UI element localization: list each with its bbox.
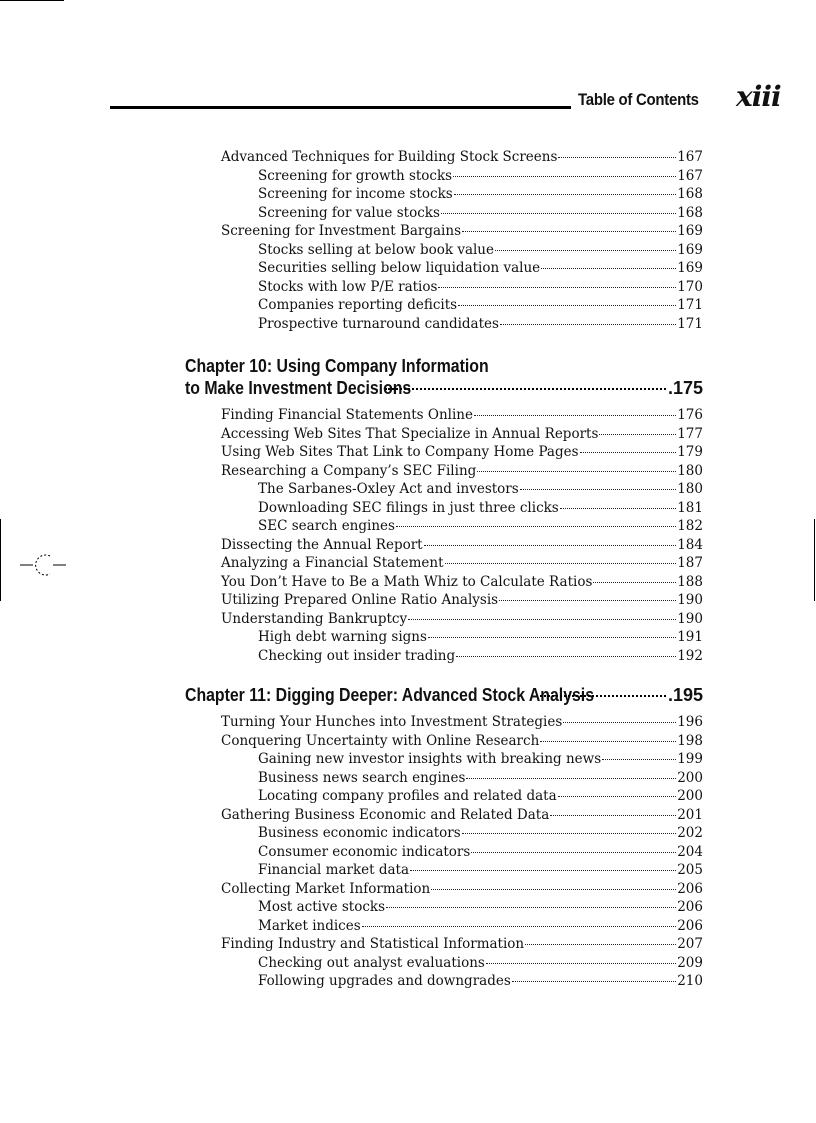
toc-entry-title: Advanced Techniques for Building Stock Screens — [221, 149, 558, 165]
toc-entry[interactable] — [185, 647, 703, 666]
toc-entry[interactable] — [185, 917, 703, 936]
toc-leader-dots — [558, 157, 676, 158]
toc-entry-page: 205 — [677, 862, 703, 878]
toc-entry-title: Turning Your Hunches into Investment Strategies — [221, 714, 563, 730]
toc-entry-title: Screening for growth stocks — [258, 167, 453, 184]
toc-entry-title: Checking out insider trading — [258, 647, 456, 664]
registration-mark-icon — [20, 550, 66, 580]
toc-entry[interactable] — [185, 554, 703, 573]
toc-entry-title: High debt warning signs — [258, 629, 427, 645]
toc-leader-dots — [386, 907, 676, 908]
toc-entry-title: Dissecting the Annual Report — [221, 536, 423, 553]
toc-entry-page: 191 — [677, 629, 703, 645]
toc-entry-title: Finding Financial Statements Online — [221, 407, 473, 423]
toc-leader-dots — [456, 656, 676, 657]
toc-leader-dots — [541, 268, 676, 269]
chapter-10-entry-list — [185, 406, 703, 665]
toc-entry[interactable] — [185, 517, 703, 536]
toc-leader-dots — [486, 963, 676, 964]
toc-entry[interactable] — [185, 898, 703, 917]
toc-entry-title: Gaining new investor insights with breaking news — [258, 751, 602, 767]
toc-entry-title: Understanding Bankruptcy — [221, 610, 408, 627]
toc-leader-dots — [462, 833, 677, 834]
chapter-11-entry-list — [185, 713, 703, 991]
chapter-10-heading[interactable] — [185, 355, 703, 399]
toc-entry-title: Market indices — [258, 917, 361, 934]
toc-leader-dots — [445, 563, 677, 564]
toc-leader-dots — [580, 452, 677, 453]
toc-entry-title: Checking out analyst evaluations — [258, 954, 485, 971]
crop-mark-left — [0, 519, 1, 601]
toc-entry-page: 192 — [677, 647, 703, 664]
toc-leader-dots — [500, 324, 676, 325]
chapter-10-leader-dots — [385, 388, 666, 390]
toc-entry[interactable] — [185, 425, 703, 444]
toc-entry[interactable] — [185, 443, 703, 462]
toc-entry-page: 170 — [677, 278, 703, 295]
toc-leader-dots — [441, 213, 676, 214]
toc-entry-title: Gathering Business Economic and Related Data — [221, 806, 550, 823]
toc-entry-page: 184 — [677, 536, 703, 553]
toc-leader-dots — [462, 231, 676, 232]
toc-leader-dots — [560, 508, 676, 509]
toc-entry-title: Business news search engines — [258, 769, 466, 786]
toc-entry[interactable] — [185, 406, 703, 425]
chapter-9-entry-list — [185, 148, 703, 333]
toc-entry[interactable] — [185, 861, 703, 880]
chapter-10-title-line1: Chapter 10: Using Company Information — [185, 356, 489, 376]
toc-entry-title: Downloading SEC filings in just three clicks — [258, 499, 559, 516]
chapter-11-title: Chapter 11: Digging Deeper: Advanced Stock Analysis — [185, 685, 595, 705]
toc-entry-title: Screening for value stocks — [258, 204, 440, 221]
toc-leader-dots — [474, 415, 676, 416]
toc-entry-page: 187 — [677, 555, 703, 571]
toc-entry-title: Screening for income stocks — [258, 186, 453, 202]
toc-leader-dots — [550, 815, 676, 816]
toc-leader-dots — [499, 600, 676, 601]
crop-mark-right — [814, 519, 815, 601]
toc-leader-dots — [599, 434, 676, 435]
toc-entry-page: 179 — [677, 444, 703, 460]
toc-leader-dots — [495, 250, 676, 251]
toc-leader-dots — [428, 637, 676, 638]
toc-entry-title: You Don’t Have to Be a Math Whiz to Calculate Ratios — [221, 573, 593, 590]
chapter-11-heading[interactable] — [185, 684, 703, 706]
toc-entry-page: 190 — [677, 610, 703, 627]
toc-entry[interactable] — [185, 750, 703, 769]
toc-entry-page: 169 — [677, 241, 703, 258]
toc-entry-page: 202 — [677, 825, 703, 841]
toc-entry[interactable] — [185, 591, 703, 610]
toc-entry[interactable] — [185, 880, 703, 899]
toc-entry[interactable] — [185, 713, 703, 732]
toc-entry-page: 204 — [677, 843, 703, 860]
toc-entry-page: 167 — [677, 167, 703, 184]
toc-entry-page: 181 — [677, 499, 703, 516]
toc-entry-page: 200 — [677, 769, 703, 786]
toc-entry-title: Prospective turnaround candidates — [258, 315, 499, 332]
toc-entry[interactable] — [185, 824, 703, 843]
toc-entry-title: Using Web Sites That Link to Company Home Pages — [221, 444, 579, 460]
toc-entry-title: Business economic indicators — [258, 825, 461, 841]
toc-leader-dots — [512, 981, 676, 982]
toc-entry[interactable] — [185, 241, 703, 260]
toc-entry-title: Researching a Company’s SEC Filing — [221, 462, 477, 479]
toc-entry[interactable] — [185, 278, 703, 297]
toc-leader-dots — [362, 926, 677, 927]
toc-leader-dots — [520, 489, 677, 490]
toc-entry[interactable] — [185, 462, 703, 481]
toc-entry-page: 176 — [677, 407, 703, 423]
toc-entry[interactable] — [185, 259, 703, 278]
toc-leader-dots — [593, 582, 676, 583]
toc-entry-title: Companies reporting deficits — [258, 297, 458, 313]
toc-leader-dots — [563, 722, 676, 723]
toc-entry[interactable] — [185, 806, 703, 825]
toc-leader-dots — [396, 526, 676, 527]
toc-leader-dots — [453, 176, 676, 177]
toc-entry[interactable] — [185, 787, 703, 806]
running-header-title: Table of Contents — [578, 90, 699, 109]
toc-entry-page: 201 — [677, 806, 703, 823]
toc-entry-title: Stocks with low P/E ratios — [258, 278, 438, 295]
toc-entry-page: 168 — [677, 204, 703, 221]
chapter-11-page: .195 — [667, 685, 703, 705]
toc-entry[interactable] — [185, 769, 703, 788]
toc-entry-title: Consumer economic indicators — [258, 843, 471, 860]
header-rule — [110, 106, 571, 109]
toc-entry-title: Accessing Web Sites That Specialize in Annual Reports — [221, 425, 599, 442]
toc-entry-title: Finding Industry and Statistical Information — [221, 936, 525, 952]
toc-leader-dots — [558, 796, 677, 797]
toc-entry[interactable] — [185, 935, 703, 954]
toc-entry[interactable] — [185, 843, 703, 862]
toc-leader-dots — [438, 287, 676, 288]
toc-leader-dots — [431, 889, 676, 890]
toc-entry-page: 167 — [677, 149, 703, 165]
toc-entry-page: 182 — [677, 518, 703, 534]
toc-leader-dots — [454, 194, 677, 195]
toc-entry-page: 206 — [677, 899, 703, 915]
toc-entry-title: Utilizing Prepared Online Ratio Analysis — [221, 592, 499, 608]
toc-entry[interactable] — [185, 204, 703, 223]
toc-entry[interactable] — [185, 480, 703, 499]
toc-entry-page: 171 — [677, 315, 703, 332]
crop-mark-top — [0, 0, 64, 1]
toc-entry[interactable] — [185, 954, 703, 973]
toc-entry[interactable] — [185, 185, 703, 204]
toc-entry-page: 199 — [677, 751, 703, 767]
toc-entry-title: Screening for Investment Bargains — [221, 223, 462, 239]
toc-leader-dots — [458, 305, 676, 306]
toc-entry-page: 207 — [677, 936, 703, 952]
toc-entry[interactable] — [185, 222, 703, 241]
toc-entry-title: Conquering Uncertainty with Online Research — [221, 732, 540, 749]
toc-entry-title: Analyzing a Financial Statement — [221, 555, 444, 571]
chapter-11-leader-dots — [540, 695, 666, 697]
toc-entry-page: 206 — [677, 880, 703, 897]
toc-entry-title: The Sarbanes-Oxley Act and investors — [258, 481, 519, 497]
toc-entry-page: 206 — [677, 917, 703, 934]
toc-entry-title: Collecting Market Information — [221, 880, 431, 897]
toc-entry[interactable] — [185, 296, 703, 315]
toc-entry-page: 180 — [677, 462, 703, 479]
toc-entry-page: 177 — [677, 425, 703, 442]
toc-entry-page: 169 — [677, 223, 703, 239]
chapter-10-title-line2: to Make Investment Decisions — [185, 378, 412, 398]
toc-entry-title: SEC search engines — [258, 518, 395, 534]
toc-entry[interactable] — [185, 315, 703, 334]
toc-entry-title: Most active stocks — [258, 899, 386, 915]
toc-leader-dots — [408, 619, 676, 620]
page-number: xiii — [736, 80, 781, 113]
toc-entry-page: 200 — [677, 788, 703, 804]
toc-leader-dots — [540, 741, 676, 742]
toc-entry[interactable] — [185, 610, 703, 629]
toc-entry-page: 196 — [677, 714, 703, 730]
toc-leader-dots — [602, 759, 676, 760]
toc-entry[interactable] — [185, 148, 703, 167]
toc-entry-page: 168 — [677, 186, 703, 202]
toc-entry[interactable] — [185, 972, 703, 991]
toc-entry[interactable] — [185, 167, 703, 186]
toc-entry-title: Following upgrades and downgrades — [258, 973, 511, 989]
toc-leader-dots — [410, 870, 676, 871]
toc-leader-dots — [477, 471, 676, 472]
toc-leader-dots — [424, 545, 677, 546]
toc-leader-dots — [471, 852, 676, 853]
toc-entry[interactable] — [185, 536, 703, 555]
toc-entry-page: 198 — [677, 732, 703, 749]
toc-entry-page: 169 — [677, 260, 703, 276]
toc-entry-title: Locating company profiles and related data — [258, 788, 557, 804]
toc-entry-title: Securities selling below liquidation value — [258, 260, 541, 276]
toc-entry-title: Stocks selling at below book value — [258, 241, 494, 258]
toc-entry[interactable] — [185, 499, 703, 518]
table-of-contents — [185, 148, 703, 991]
toc-entry-page: 180 — [677, 481, 703, 497]
toc-leader-dots — [466, 778, 676, 779]
toc-entry[interactable] — [185, 573, 703, 592]
toc-entry[interactable] — [185, 628, 703, 647]
toc-entry-page: 190 — [677, 592, 703, 608]
toc-entry-title: Financial market data — [258, 862, 410, 878]
toc-entry[interactable] — [185, 732, 703, 751]
toc-entry-page: 188 — [677, 573, 703, 590]
toc-leader-dots — [525, 944, 676, 945]
toc-entry-page: 209 — [677, 954, 703, 971]
toc-entry-page: 210 — [677, 973, 703, 989]
chapter-10-page: .175 — [667, 378, 703, 398]
toc-entry-page: 171 — [677, 297, 703, 313]
